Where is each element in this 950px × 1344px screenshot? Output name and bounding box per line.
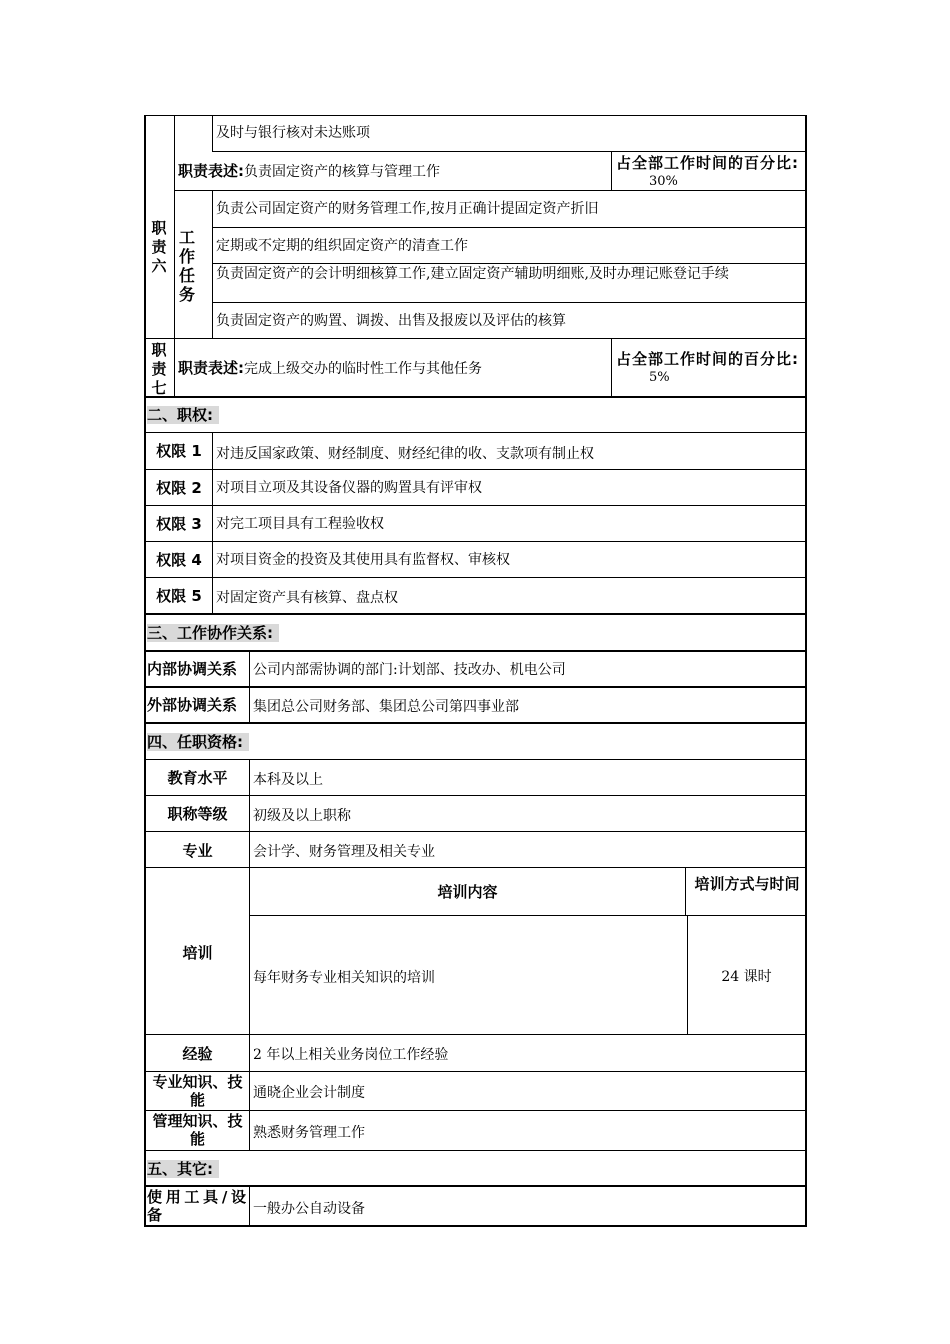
title-level-text: 初级及以上职称 [253, 808, 351, 824]
section4-title: 四、任职资格: [147, 733, 249, 751]
internal-coordination-label: 内部协调关系 [147, 660, 238, 678]
authority-2-label: 权限 2 [156, 479, 202, 497]
pro-skill-label: 专业知识、技能 [152, 1073, 243, 1109]
duty6-desc-label: 职责表述: [178, 162, 244, 180]
major-text: 会计学、财务管理及相关专业 [253, 844, 435, 860]
duty6-task-label: 工作任务 [178, 228, 195, 304]
authority-5-text: 对固定资产具有核算、盘点权 [216, 590, 398, 606]
authority-4-label: 权限 4 [156, 551, 202, 569]
duty7-desc-label: 职责表述: [178, 359, 244, 377]
authority-5-label: 权限 5 [156, 587, 202, 605]
authority-3-text: 对完工项目具有工程验收权 [216, 516, 384, 532]
education-text: 本科及以上 [253, 772, 323, 788]
training-label: 培训 [182, 944, 213, 962]
mgmt-skill-label: 管理知识、技能 [152, 1112, 243, 1148]
duty6-desc-text: 负责固定资产的核算与管理工作 [244, 164, 440, 180]
external-coordination-text: 集团总公司财务部、集团总公司第四事业部 [253, 699, 519, 715]
duty6-task-2: 定期或不定期的组织固定资产的清查工作 [216, 238, 468, 254]
duty6-pct-label: 占全部工作时间的百分比: [616, 154, 799, 172]
duty7-pct-value: 5% [649, 370, 670, 385]
duty7-pct [616, 350, 804, 385]
training-content-header: 培训内容 [437, 883, 498, 901]
duty6-pct [616, 154, 804, 189]
experience-label: 经验 [182, 1045, 213, 1063]
section2-title: 二、职权: [147, 406, 219, 424]
duty6-task-3: 负责固定资产的会计明细核算工作,建立固定资产辅助明细账,及时办理记账登记手续 [216, 266, 729, 282]
authority-3-label: 权限 3 [156, 515, 202, 533]
duty7-pct-label: 占全部工作时间的百分比: [616, 350, 799, 368]
training-method-header: 培训方式与时间 [694, 875, 800, 893]
duty6-pct-value: 30% [649, 174, 678, 189]
section3-title: 三、工作协作关系: [147, 624, 279, 642]
major-label: 专业 [182, 842, 213, 860]
training-method-text: 24 课时 [721, 969, 772, 985]
tools-label: 使用工具/设备 [147, 1188, 247, 1224]
mgmt-skill-text: 熟悉财务管理工作 [253, 1125, 365, 1141]
internal-coordination-text: 公司内部需协调的部门:计划部、技改办、机电公司 [253, 662, 566, 678]
section5-title: 五、其它: [147, 1160, 219, 1178]
duty6-first-item: 及时与银行核对未达账项 [216, 125, 370, 141]
authority-4-text: 对项目资金的投资及其使用具有监督权、审核权 [216, 552, 510, 568]
duty6-label: 职责六 [151, 219, 167, 275]
training-content-text: 每年财务专业相关知识的培训 [253, 970, 435, 986]
pro-skill-text: 通晓企业会计制度 [253, 1085, 365, 1101]
authority-2-text: 对项目立项及其设备仪器的购置具有评审权 [216, 480, 482, 496]
duty6-desc [178, 162, 440, 181]
experience-text: 2 年以上相关业务岗位工作经验 [253, 1047, 449, 1063]
authority-1-label: 权限 1 [156, 442, 202, 460]
external-coordination-label: 外部协调关系 [147, 696, 238, 714]
duty7-desc [178, 359, 482, 378]
duty6-task-4: 负责固定资产的购置、调拨、出售及报废以及评估的核算 [216, 313, 566, 329]
duty6-task-1: 负责公司固定资产的财务管理工作,按月正确计提固定资产折旧 [216, 201, 599, 217]
authority-1-text: 对违反国家政策、财经制度、财经纪律的收、支款项有制止权 [216, 446, 594, 462]
education-label: 教育水平 [167, 769, 228, 787]
duty7-label: 职责七 [151, 341, 167, 397]
duty7-desc-text: 完成上级交办的临时性工作与其他任务 [244, 361, 482, 377]
title-level-label: 职称等级 [167, 805, 228, 823]
tools-text: 一般办公自动设备 [253, 1201, 365, 1217]
